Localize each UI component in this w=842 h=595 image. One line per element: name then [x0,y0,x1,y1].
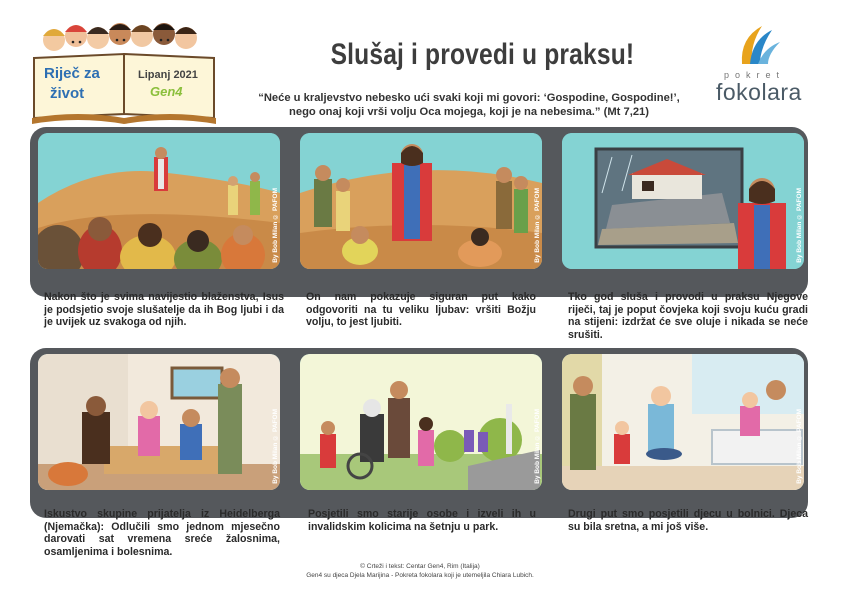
panel-3-caption: Tko god sluša i provodi u praksu Njegove riječi, taj je poput čovjeka koji svoju kuću gradi na stijeni: izdržat će sve oluje i nikada se neće srušiti. [568,291,808,341]
panel-5-caption: Posjetili smo starije osobe i izveli ih u invalidskim kolicima na šetnju u park. [308,508,536,533]
gen4-brand: Gen4 [150,84,183,99]
illustration-credit: By Bob Milan © PAFOM [272,188,279,263]
illustration-credit: By Bob Milan © PAFOM [534,409,541,484]
jesus-preaching-illustration [38,133,280,269]
org-small-label: pokret [724,70,786,80]
org-name: fokolara [716,79,802,105]
comic-panel-4 [38,354,280,490]
park-wheelchair-walk-illustration [300,354,542,490]
house-on-rock-illustration [562,133,804,269]
comic-panel-1 [38,133,280,269]
panel-1-caption: Nakon što je svima navijestio blaženstva, Isus je podsjetio svoje slušatelje da ih Bog ljubi i da je uvijek uz svakoga od njih. [44,291,284,329]
friends-group-illustration [38,354,280,490]
illustration-credit: By Bob Milan © PAFOM [272,409,279,484]
footer-copyright: © Crteži i tekst: Centar Gen4, Rim (Italija) [360,563,480,570]
page-title: Slušaj i provedi u praksu! [330,38,635,71]
quote-line1: “Neće u kraljevstvo nebesko ući svaki koji mi govori: ‘Gospodine, Gospodine!’, [258,92,680,104]
illustration-credit: By Bob Milan © PAFOM [796,409,803,484]
jesus-teaching-illustration [300,133,542,269]
illustration-credit: By Bob Milan © PAFOM [796,188,803,263]
logo-line1: Riječ za [44,65,100,82]
scripture-quote [236,92,702,119]
hospital-visit-illustration [562,354,804,490]
panel-2-caption: On nam pokazuje siguran put kako odgovoriti na tu veliku ljubav: vršiti Božju volju, to jest ljubiti. [306,291,536,329]
comic-panel-6 [562,354,804,490]
logo-line2: život [50,85,85,102]
children-heads-illustration [43,23,197,51]
panel-4-caption: Iskustvo skupine prijatelja iz Heidelberga (Njemačka): Odlučili smo jednom mjesečno darovati sat vremena sreće žalosnima, osamljenima i bolesnima. [44,508,280,558]
comic-panel-2 [300,133,542,269]
riječ-za-život-logo [28,14,224,126]
fokolari-flame-icon [710,20,820,72]
comic-panel-3 [562,133,804,269]
logo-date: Lipanj 2021 [138,69,198,81]
panel-6-caption: Drugi put smo posjetili djecu u bolnici. Djeca su bila sretna, a mi još više. [568,508,808,533]
footer-note: Gen4 su djeca Djela Marijina - Pokreta fokolara koji je utemeljila Chiara Lubich. [306,572,534,579]
comic-panel-5 [300,354,542,490]
quote-line2: nego onaj koji vrši volju Oca mojega, koji je na nebesima.” (Mt 7,21) [289,105,649,118]
illustration-credit: By Bob Milan © PAFOM [534,188,541,263]
